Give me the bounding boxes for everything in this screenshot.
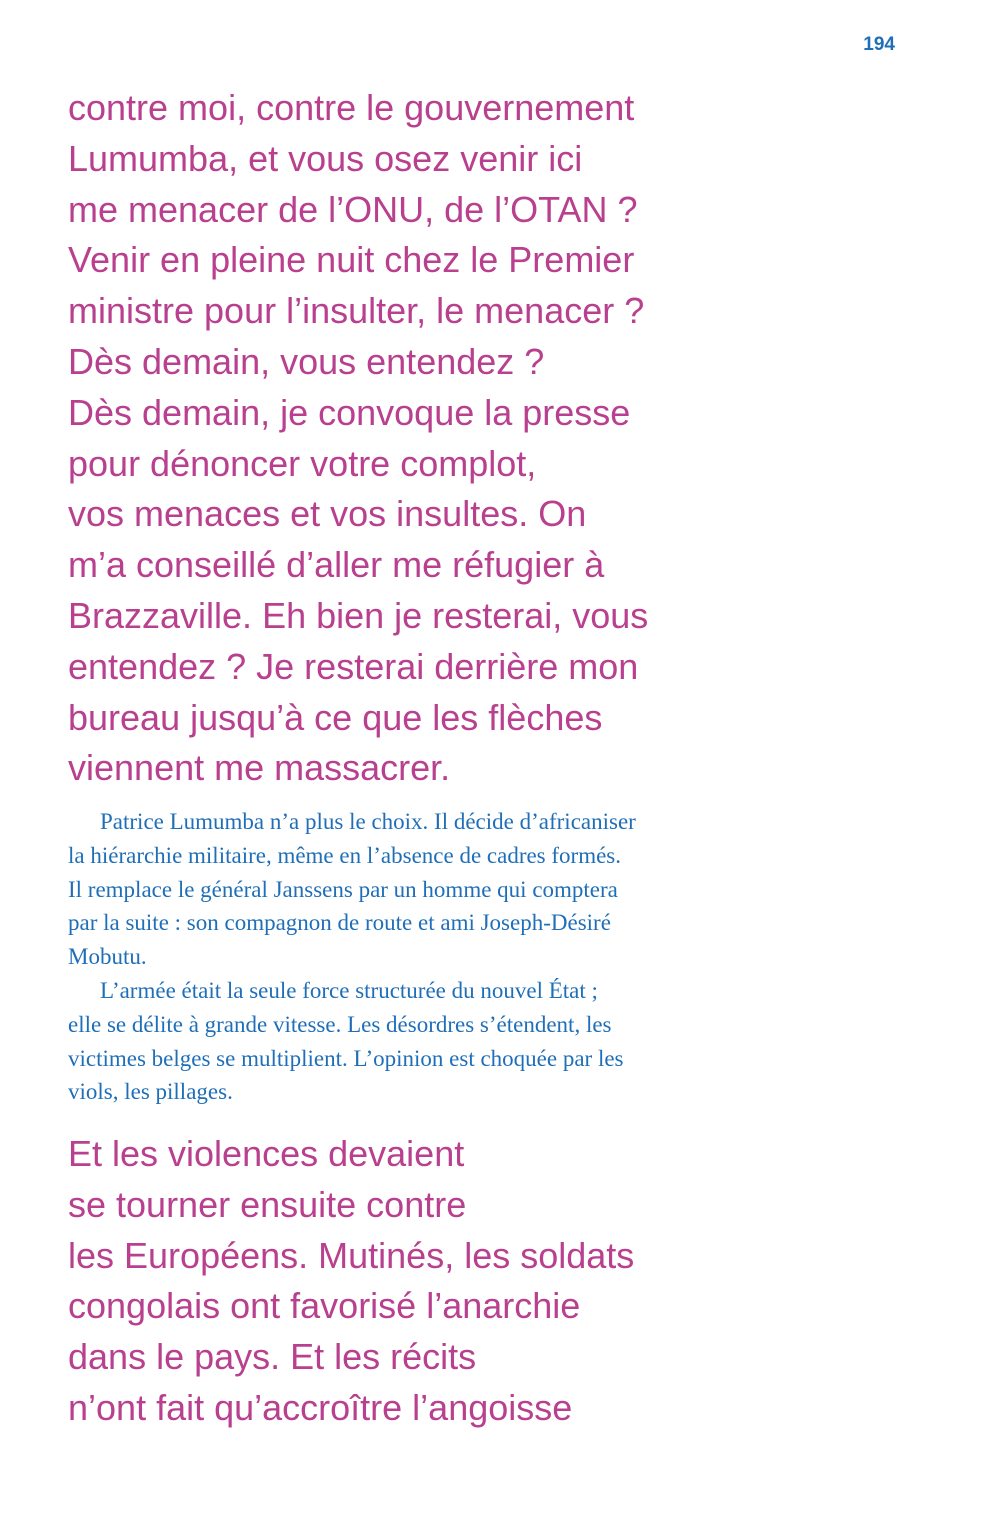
body-line: viols, les pillages. (68, 1079, 233, 1105)
quote-line: les Européens. Mutinés, les soldats (68, 1234, 635, 1276)
body-text (68, 805, 710, 1109)
pull-quote-bottom (68, 1129, 768, 1434)
body-line: elle se délite à grande vitesse. Les désordres s’étendent, les (68, 1011, 612, 1037)
paragraph-1 (68, 805, 710, 974)
quote-line: pour dénoncer votre complot, (68, 442, 537, 484)
paragraph-2 (68, 974, 710, 1109)
quote-line: dans le pays. Et les récits (68, 1336, 477, 1378)
quote-line: Brazzaville. Eh bien je resterai, vous (68, 594, 649, 636)
quote-line: viennent me massacrer. (68, 747, 451, 789)
body-line: Mobutu. (68, 944, 147, 970)
quote-line: Et les violences devaient (68, 1133, 465, 1174)
quote-line: Dès demain, vous entendez ? (68, 340, 545, 382)
quote-line: m’a conseillé d’aller me réfugier à (68, 544, 605, 586)
body-line: Patrice Lumumba n’a plus le choix. Il décide d’africaniser (100, 809, 636, 834)
quote-line: Dès demain, je convoque la presse (68, 391, 631, 433)
body-line: par la suite : son compagnon de route et ami Joseph-Désiré (68, 910, 611, 936)
quote-line: Lumumba, et vous osez venir ici (68, 137, 583, 179)
quote-line: entendez ? Je resterai derrière mon (68, 645, 639, 687)
quote-line: n’ont fait qu’accroître l’angoisse (68, 1386, 573, 1428)
body-line: victimes belges se multiplient. L’opinion est choquée par les (68, 1045, 624, 1071)
quote-line: contre moi, contre le gouvernement (68, 87, 635, 128)
quote-line: bureau jusqu’à ce que les flèches (68, 696, 603, 738)
pull-quote-top (68, 83, 768, 794)
quote-line: Venir en pleine nuit chez le Premier (68, 239, 635, 281)
body-line: Il remplace le général Janssens par un homme qui comptera (68, 876, 618, 902)
quote-line: me menacer de l’ONU, de l’OTAN ? (68, 188, 638, 230)
quote-line: congolais ont favorisé l’anarchie (68, 1285, 581, 1327)
quote-line: se tourner ensuite contre (68, 1183, 467, 1225)
page-number: 194 (863, 34, 895, 55)
body-line: la hiérarchie militaire, même en l’absence de cadres formés. (68, 842, 621, 868)
quote-line: vos menaces et vos insultes. On (68, 493, 587, 535)
body-line: L’armée était la seule force structurée du nouvel État ; (100, 977, 598, 1003)
quote-line: ministre pour l’insulter, le menacer ? (68, 290, 645, 332)
